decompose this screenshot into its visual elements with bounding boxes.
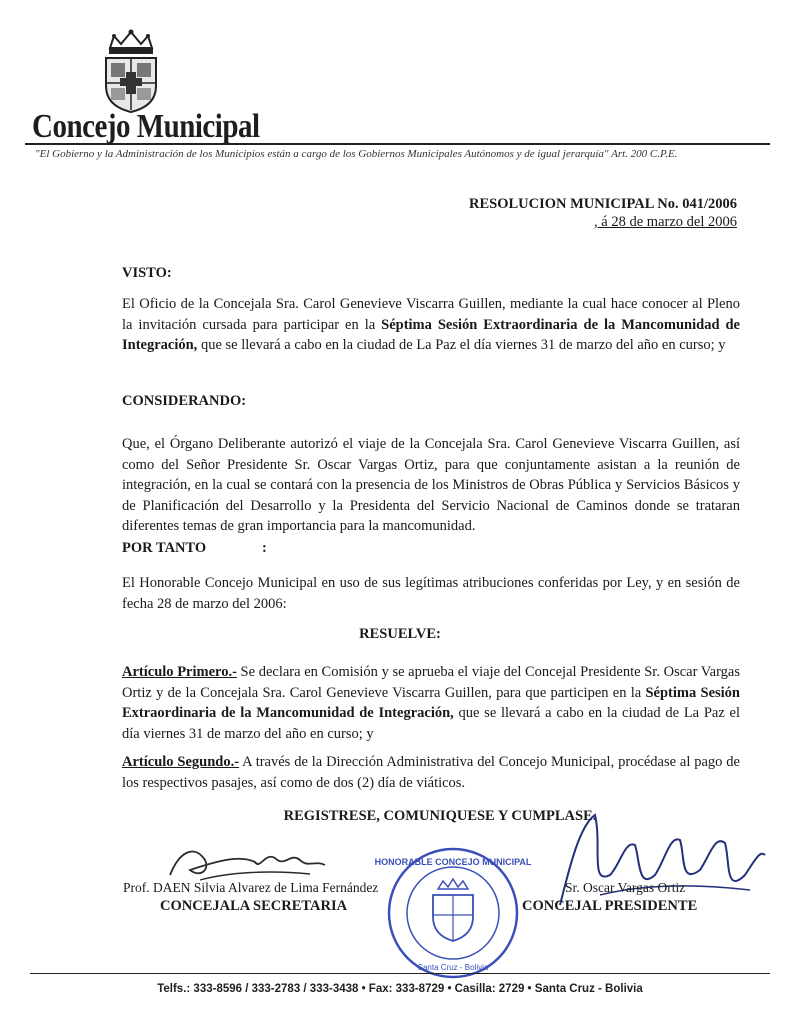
closing-formula: REGISTRESE, COMUNIQUESE Y CUMPLASE. bbox=[283, 808, 597, 824]
official-stamp bbox=[374, 845, 532, 975]
article-1-paragraph bbox=[122, 662, 740, 744]
footer-contact: Telfs.: 333-8596 / 333-2783 / 333-3438 • Fax: 333-8729 • Casilla: 2729 • Santa Cruz - Bolivia bbox=[157, 983, 643, 995]
portanto-paragraph: El Honorable Concejo Municipal en uso de sus legítimas atribuciones conferidas por Ley, y en sesión de fecha 28 de marzo del 2006: bbox=[122, 575, 740, 612]
considerando-heading: CONSIDERANDO: bbox=[122, 393, 247, 409]
resolution-title: RESOLUCION MUNICIPAL No. 041/2006 bbox=[468, 196, 737, 212]
footer-divider bbox=[30, 973, 770, 974]
article-1-bold: Séptima Sesión Extraordinaria de la Mancomunidad de Integración, bbox=[122, 684, 740, 721]
portanto-heading: POR TANTO bbox=[122, 540, 207, 556]
visto-paragraph bbox=[122, 294, 740, 356]
left-signatory-role: CONCEJALA SECRETARIA bbox=[160, 898, 348, 914]
header-motto: "El Gobierno y la Administración de los Municipios están a cargo de los Gobiernos Municipales Autónomos y de igual jerarquía" Art. 200 C.P.E. bbox=[35, 148, 678, 160]
svg-text:Santa Cruz - Bolivia: Santa Cruz - Bolivia bbox=[417, 963, 489, 972]
svg-text:HONORABLE CONCEJO MUNICIPAL: HONORABLE CONCEJO MUNICIPAL bbox=[374, 857, 532, 867]
article-2-paragraph bbox=[122, 752, 740, 793]
right-signatory-role: CONCEJAL PRESIDENTE bbox=[522, 898, 698, 914]
visto-bold: Séptima Sesión Extraordinaria de la Mancomunidad de Integración, bbox=[122, 316, 740, 353]
left-signatory-name: Prof. DAEN Silvia Alvarez de Lima Fernández bbox=[123, 880, 379, 895]
article-1-label: Artículo Primero.- bbox=[122, 664, 237, 680]
visto-heading: VISTO: bbox=[122, 265, 172, 281]
considerando-paragraph: Que, el Órgano Deliberante autorizó el viaje de la Concejala Sra. Carol Genevieve Viscarra Guillen, así como del Señor Presidente Sr. Oscar Vargas Ortiz, para que conjuntamente asistan a la reunión de integración, en la cual se contará con la presencia de los Ministros de Obras Pública y Servicios Básicos y de Planificación del Desarrollo y la Presidenta del Servicio Nacional de Caminos donde se trataran diferentes temas de gran importancia para la mancomunidad. bbox=[122, 436, 740, 534]
visto-text-2: que se llevará a cabo en la ciudad de La Paz el día viernes 31 de marzo del año en curso; y bbox=[197, 337, 726, 353]
coat-of-arms-logo bbox=[96, 28, 166, 114]
header-divider bbox=[25, 143, 770, 145]
resolution-date: , á 28 de marzo del 2006 bbox=[594, 214, 737, 230]
right-signatory-name: Sr. Oscar Vargas Ortiz bbox=[565, 880, 686, 895]
article-1-text-2: que se llevará a cabo en la ciudad de La Paz el día viernes 31 de marzo del año en curso; y bbox=[122, 705, 740, 742]
resuelve-heading: RESUELVE: bbox=[359, 626, 441, 642]
portanto-colon: : bbox=[262, 540, 267, 556]
article-1-text-1: Se declara en Comisión y se aprueba el viaje del Concejal Presidente Sr. Oscar Vargas Ortiz y de la Concejala Sra. Carol Genevieve Viscarra Guillen, para que participen en la bbox=[122, 664, 740, 701]
article-2-label: Artículo Segundo.- bbox=[122, 754, 240, 770]
article-2-text: A través de la Dirección Administrativa del Concejo Municipal, procédase al pago de los respectivos pasajes, así como de dos (2) día de viáticos. bbox=[122, 754, 740, 791]
visto-text-1: El Oficio de la Concejala Sra. Carol Genevieve Viscarra Guillen, mediante la cual hace conocer al Pleno la invitación cursada para participar en la bbox=[122, 296, 740, 333]
brand-title: Concejo Municipal bbox=[32, 108, 260, 145]
